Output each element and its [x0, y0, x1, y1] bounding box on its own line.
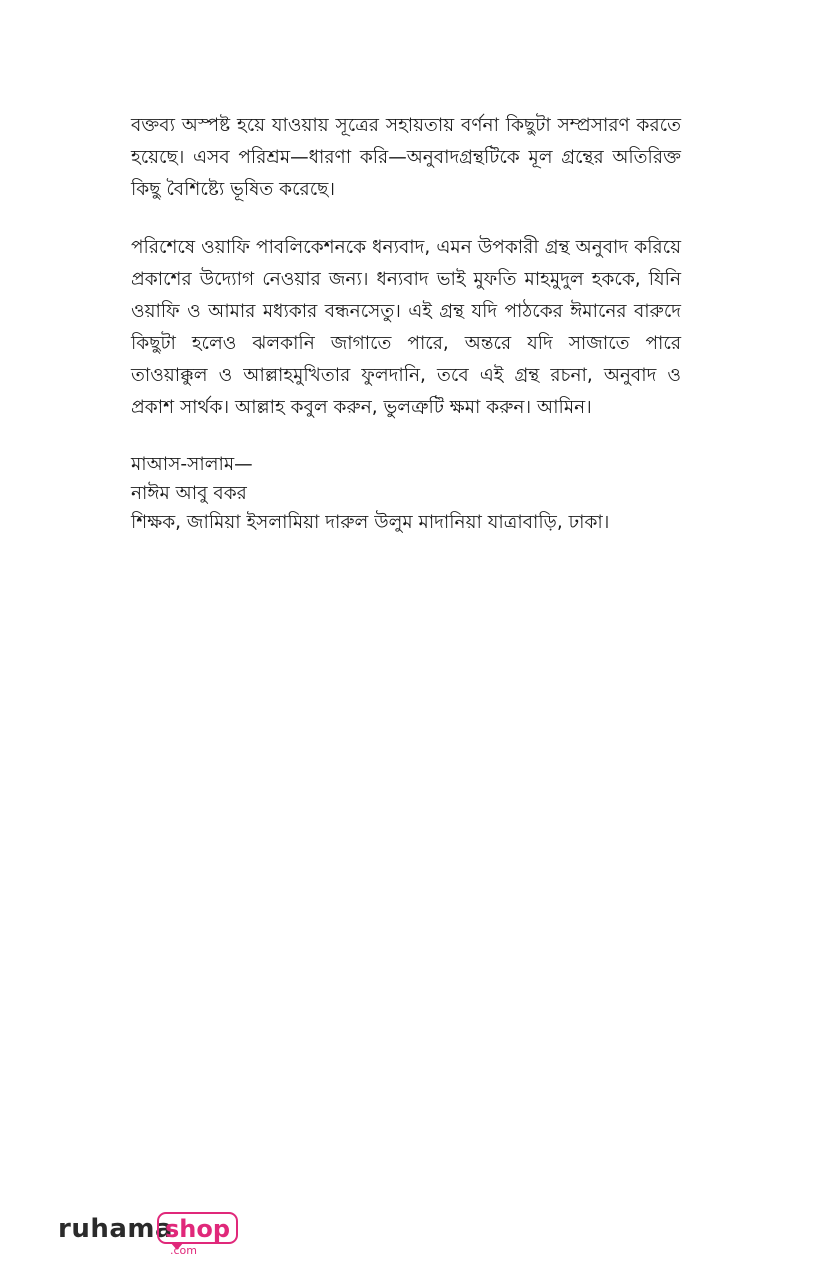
ruhamashop-logo: [58, 1210, 231, 1260]
logo-text-ruhama: ruhama: [58, 1214, 174, 1244]
paragraph-translation-note: বক্তব্য অস্পষ্ট হয়ে যাওয়ায় সূত্রের সহায়তায় বর্ণনা কিছুটা সম্প্রসারণ করতে হয়েছে। এসব পরিশ্রম—ধারণা করি—অনুবাদগ্রন্থটিকে মূল গ্রন্থের অতিরিক্ত কিছু বৈশিষ্ট্যে ভূষিত করেছে।: [131, 115, 681, 200]
signature-title: শিক্ষক, জামিয়া ইসলামিয়া দারুল উলুম মাদানিয়া যাত্রাবাড়ি, ঢাকা।: [131, 512, 610, 533]
document-body: [131, 110, 681, 537]
signature-block: [131, 450, 681, 537]
signature-greeting: মাআস-সালাম—: [131, 454, 253, 475]
signature-name: নাঈম আবু বকর: [131, 483, 247, 504]
logo-text-domain: .com: [170, 1244, 197, 1257]
logo-text-shop: shop: [157, 1212, 238, 1244]
paragraph-acknowledgement: পরিশেষে ওয়াফি পাবলিকেশনকে ধন্যবাদ, এমন উপকারী গ্রন্থ অনুবাদ করিয়ে প্রকাশের উদ্যোগ নেওয়ার জন্য। ধন্যবাদ ভাই মুফতি মাহমুদুল হককে, যিনি ওয়াফি ও আমার মধ্যকার বন্ধনসেতু। এই গ্রন্থ যদি পাঠকের ঈমানের বারুদে কিছুটা হলেও ঝলকানি জাগাতে পারে, অন্তরে যদি সাজাতে পারে তাওয়াক্কুল ও আল্লাহমুখিতার ফুলদানি, তবে এই গ্রন্থ রচনা, অনুবাদ ও প্রকাশ সার্থক। আল্লাহ কবুল করুন, ভুলত্রুটি ক্ষমা করুন। আমিন।: [131, 237, 681, 418]
